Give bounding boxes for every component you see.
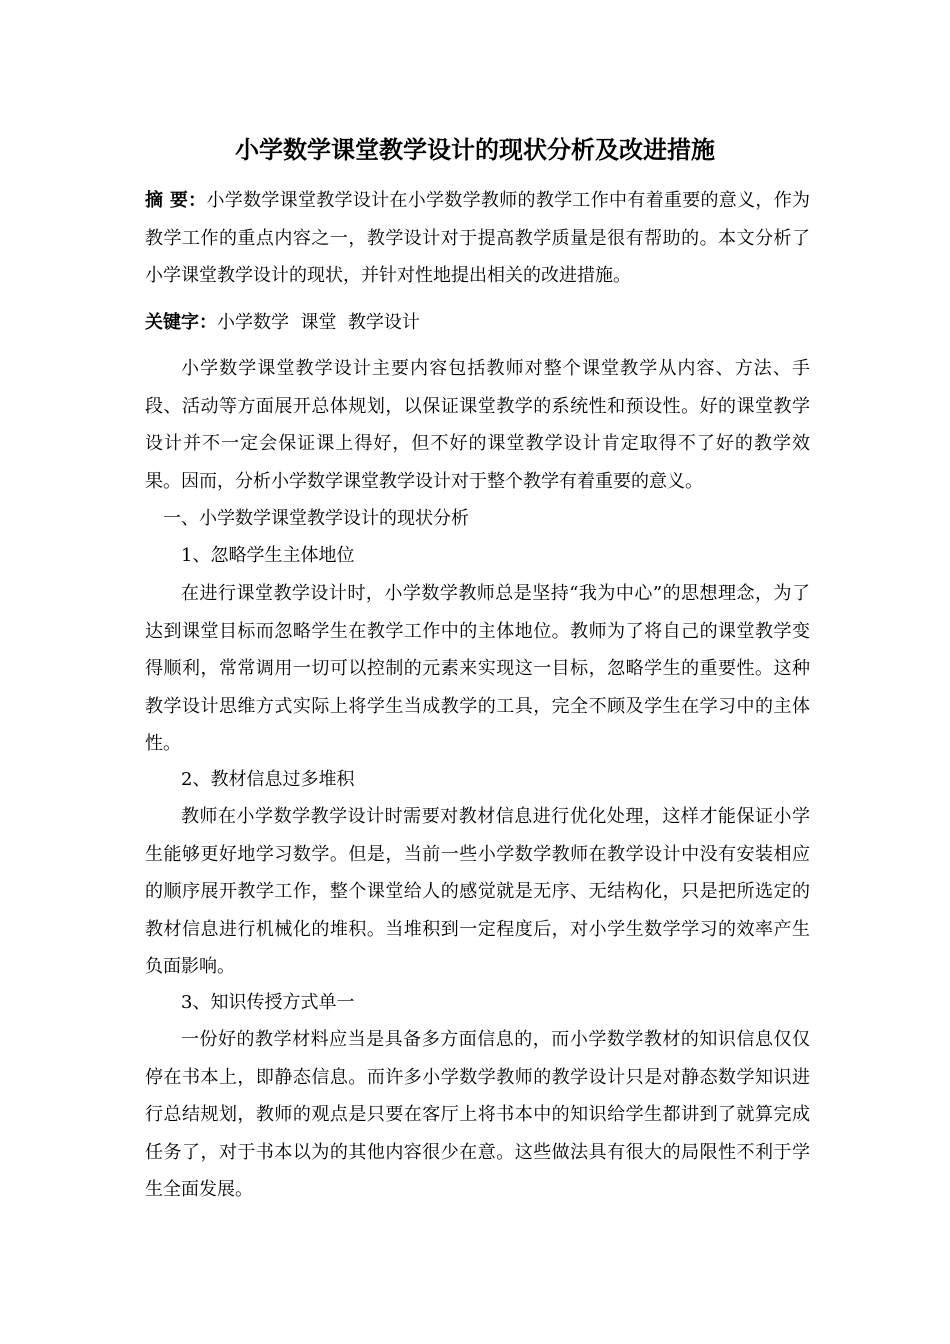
abstract-text: 小学数学课堂教学设计在小学数学教师的教学工作中有着重要的意义，作为教学工作的重点内容之一，教学设计对于提高教学质量是很有帮助的。本文分析了小学课堂教学设计的现状，并针对性地提出相关的改进措施。 <box>145 190 810 286</box>
subsection-heading-1: 1、忽略学生主体地位 <box>181 545 355 566</box>
subsection-heading-2: 2、教材信息过多堆积 <box>181 769 355 790</box>
subsection-paragraph-3: 一份好的教学材料应当是具备多方面信息的，而小学数学教材的知识信息仅仅停在书本上，即静态信息。而许多小学数学教师的教学设计只是对静态数学知识进行总结规划，教师的观点是只要在客厅上将书本中的知识给学生都讲到了就算完成任务了，对于书本以为的其他内容很少在意。这些做法具有很大的局限性不利于学生全面发展。 <box>145 1029 810 1200</box>
section-heading: 一、小学数学课堂教学设计的现状分析 <box>163 508 469 529</box>
intro-paragraph: 小学数学课堂教学设计主要内容包括教师对整个课堂教学从内容、方法、手段、活动等方面展开总体规划，以保证课堂教学的系统性和预设性。好的课堂教学设计并不一定会保证课上得好，但不好的课堂教学设计肯定取得不了好的教学效果。因而，分析小学数学课堂教学设计对于整个教学有着重要的意义。 <box>145 358 810 492</box>
abstract-paragraph <box>145 182 810 295</box>
subsection-heading-3: 3、知识传授方式单一 <box>181 992 355 1013</box>
subsection-paragraph-2: 教师在小学数学教学设计时需要对教材信息进行优化处理，这样才能保证小学生能够更好地学习数学。但是，当前一些小学数学教师在教学设计中没有安装相应的顺序展开教学工作，整个课堂给人的感觉就是无序、无结构化，只是把所选定的教材信息进行机械化的堆积。当堆积到一定程度后，对小学生数学学习的效率产生负面影响。 <box>145 806 810 977</box>
keywords-paragraph <box>145 304 810 342</box>
keywords-text: 小学数学 课堂 教学设计 <box>217 312 420 333</box>
abstract-label: 摘 要： <box>145 190 207 211</box>
keywords-label: 关键字： <box>145 312 217 333</box>
subsection-paragraph-1: 在进行课堂教学设计时，小学数学教师总是坚持“我为中心”的思想理念，为了达到课堂目标而忽略学生在教学工作中的主体地位。教师为了将自己的课堂教学变得顺利，常常调用一切可以控制的元素来实现这一目标，忽略学生的重要性。这种教学设计思维方式实际上将学生当成教学的工具，完全不顾及学生在学习中的主体性。 <box>145 583 810 754</box>
document-title: 小学数学课堂教学设计的现状分析及改进措施 <box>235 136 715 164</box>
